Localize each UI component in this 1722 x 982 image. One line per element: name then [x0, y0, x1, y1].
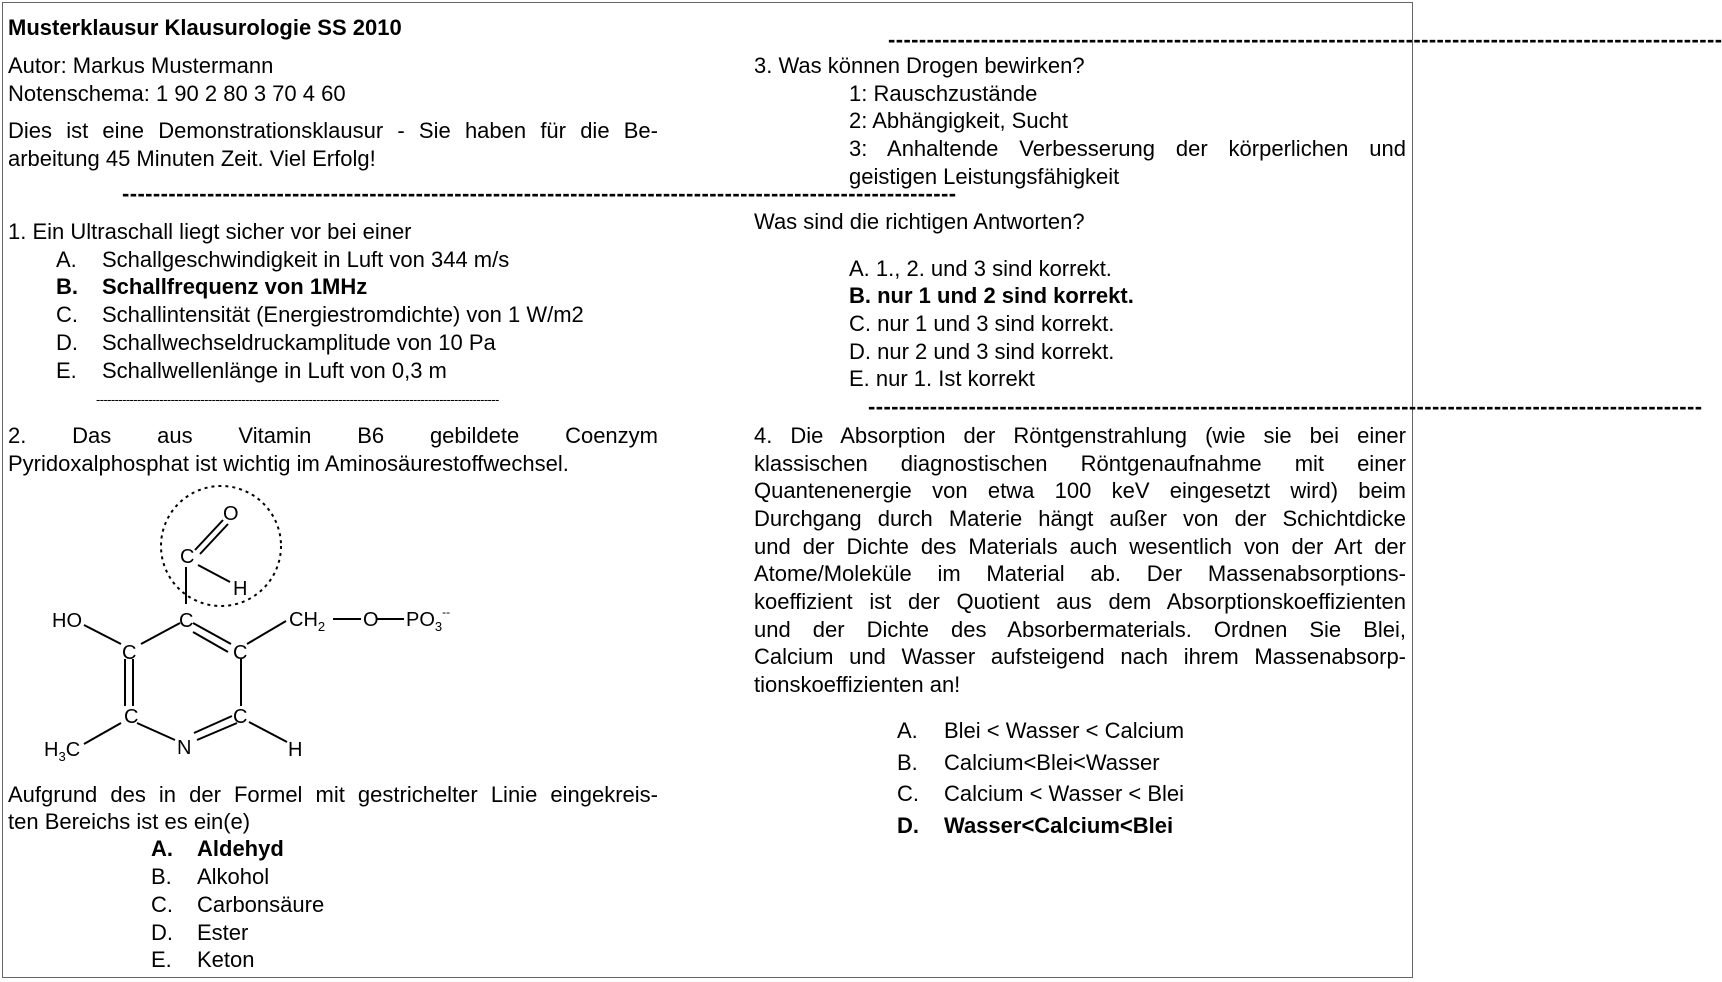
q4-option-letter-correct: D.: [897, 813, 919, 838]
formula-atom: $PO_3^{--}$: [406, 605, 451, 634]
q1-option-letter: E.: [56, 358, 77, 383]
q2-option-text: Carbonsäure: [197, 892, 325, 917]
q3-option: D. nur 2 und 3 sind korrekt.: [849, 339, 1115, 364]
q1-option-letter: A.: [56, 247, 77, 272]
q4-text-line: und der Dichte des Absorbermaterials. Ordnen Sie Blei,: [754, 617, 1406, 642]
q2-question-line-1: 2. Das aus Vitamin B6 gebildete Coenzym: [8, 423, 658, 448]
separator: ------------------------------------------------------------------------------------------------------------: [96, 392, 499, 407]
formula-atom: C: [122, 642, 137, 664]
pyridoxal-phosphate-formula: [40, 482, 480, 772]
formula-atom: H: [288, 739, 303, 761]
aldehyde-highlight-circle: [161, 486, 281, 606]
q4-text-line: Durchgang durch Materie hängt außer von der Schichtdicke: [754, 506, 1406, 531]
q4-text-line: Quantenenergie von etwa 100 keV eingesetzt wird) beim: [754, 478, 1406, 503]
q4-text-line: Calcium und Wasser aufsteigend nach ihrem Massenabsorp-: [754, 644, 1406, 669]
q3-item: 2: Abhängigkeit, Sucht: [849, 108, 1068, 133]
q4-text-line: koeffizient ist der Quotient aus dem Absorptionskoeffizienten: [754, 589, 1406, 614]
q1-option-text: Schallgeschwindigkeit in Luft von 344 m/s: [102, 247, 510, 272]
q2-option-letter: E.: [151, 947, 172, 972]
q1-option-letter-correct: B.: [56, 274, 78, 299]
separator: ------------------------------------------------------------------------------------------------------------: [122, 181, 957, 206]
q3-option: A. 1., 2. und 3 sind korrekt.: [849, 256, 1112, 281]
exam-title: Musterklausur Klausurologie SS 2010: [8, 15, 402, 40]
formula-atom: C: [233, 642, 248, 664]
formula-atom: C: [179, 610, 194, 632]
q3-prompt: Was sind die richtigen Antworten?: [754, 209, 1085, 234]
separator: ------------------------------------------------------------------------------------------------------------: [888, 27, 1722, 52]
q2-option-letter: B.: [151, 864, 172, 889]
q3-question: 3. Was können Drogen bewirken?: [754, 53, 1085, 78]
intro-line-2: arbeitung 45 Minuten Zeit. Viel Erfolg!: [8, 146, 376, 171]
q4-option-text: Blei < Wasser < Calcium: [944, 718, 1185, 743]
q4-option-letter: C.: [897, 781, 919, 806]
author-line: Autor: Markus Mustermann: [8, 53, 274, 78]
formula-atom: C: [233, 706, 248, 728]
q3-option: C. nur 1 und 3 sind korrekt.: [849, 311, 1115, 336]
q3-item: geistigen Leistungsfähigkeit: [849, 164, 1120, 189]
q2-option-text: Alkohol: [197, 864, 270, 889]
q2-question-line-2: Pyridoxalphosphat ist wichtig im Aminosäurestoffwechsel.: [8, 451, 569, 476]
q2-option-text: Keton: [197, 947, 255, 972]
q3-item: 1: Rauschzustände: [849, 81, 1038, 106]
q3-item: 3: Anhaltende Verbesserung der körperlichen und: [849, 136, 1406, 161]
formula-atom: HO: [52, 610, 82, 632]
q4-text-line: und der Dichte des Materials auch wesentlich von der Art der: [754, 534, 1406, 559]
q2-option-letter: D.: [151, 920, 173, 945]
q4-text-line: tionskoeffizienten an!: [754, 672, 961, 697]
q2-option-letter-correct: A.: [151, 836, 173, 861]
q4-text-line: klassischen diagnostischen Röntgenaufnahme mit einer: [754, 451, 1406, 476]
q1-option-text: Schallwechseldruckamplitude von 10 Pa: [102, 330, 496, 355]
q2-option-text: Ester: [197, 920, 249, 945]
q2-option-text-correct: Aldehyd: [197, 836, 284, 861]
q1-question: 1. Ein Ultraschall liegt sicher vor bei einer: [8, 219, 412, 244]
intro-line-1: Dies ist eine Demonstrationsklausur - Sie haben für die Be-: [8, 118, 658, 143]
formula-atom: N: [177, 737, 192, 759]
formula-atom: $CH_2$: [289, 609, 326, 634]
q4-option-text: Calcium<Blei<Wasser: [944, 750, 1160, 775]
q4-option-text-correct: Wasser<Calcium<Blei: [944, 813, 1174, 838]
q2-followup-line-1: Aufgrund des in der Formel mit gestrichelter Linie eingekreis-: [8, 782, 658, 807]
q1-option-text: Schallwellenlänge in Luft von 0,3 m: [102, 358, 447, 383]
q4-option-text: Calcium < Wasser < Blei: [944, 781, 1185, 806]
q4-option-letter: B.: [897, 750, 918, 775]
formula-atom: $H_3C$: [44, 739, 81, 764]
grading-line: Notenschema: 1 90 2 80 3 70 4 60: [8, 81, 346, 106]
q4-option-letter: A.: [897, 718, 918, 743]
formula-atom: C: [180, 546, 195, 568]
q4-text-line: Atome/Moleküle im Material ab. Der Massenabsorptions-: [754, 561, 1406, 586]
q2-option-letter: C.: [151, 892, 173, 917]
q3-option-correct: B. nur 1 und 2 sind korrekt.: [849, 283, 1134, 308]
q1-option-letter: C.: [56, 302, 78, 327]
formula-atom: H: [233, 578, 248, 600]
separator: ------------------------------------------------------------------------------------------------------------: [868, 394, 1703, 419]
q1-option-text: Schallintensität (Energiestromdichte) von 1 W/m2: [102, 302, 584, 327]
q1-option-letter: D.: [56, 330, 78, 355]
q1-option-text-correct: Schallfrequenz von 1MHz: [102, 274, 368, 299]
formula-atom: O: [363, 609, 379, 631]
q3-option: E. nur 1. Ist korrekt: [849, 366, 1035, 391]
formula-atom: O: [223, 503, 239, 525]
q2-followup-line-2: ten Bereichs ist es ein(e): [8, 809, 251, 834]
q4-text-line: 4. Die Absorption der Röntgenstrahlung (wie sie bei einer: [754, 423, 1406, 448]
formula-atom: C: [124, 706, 139, 728]
